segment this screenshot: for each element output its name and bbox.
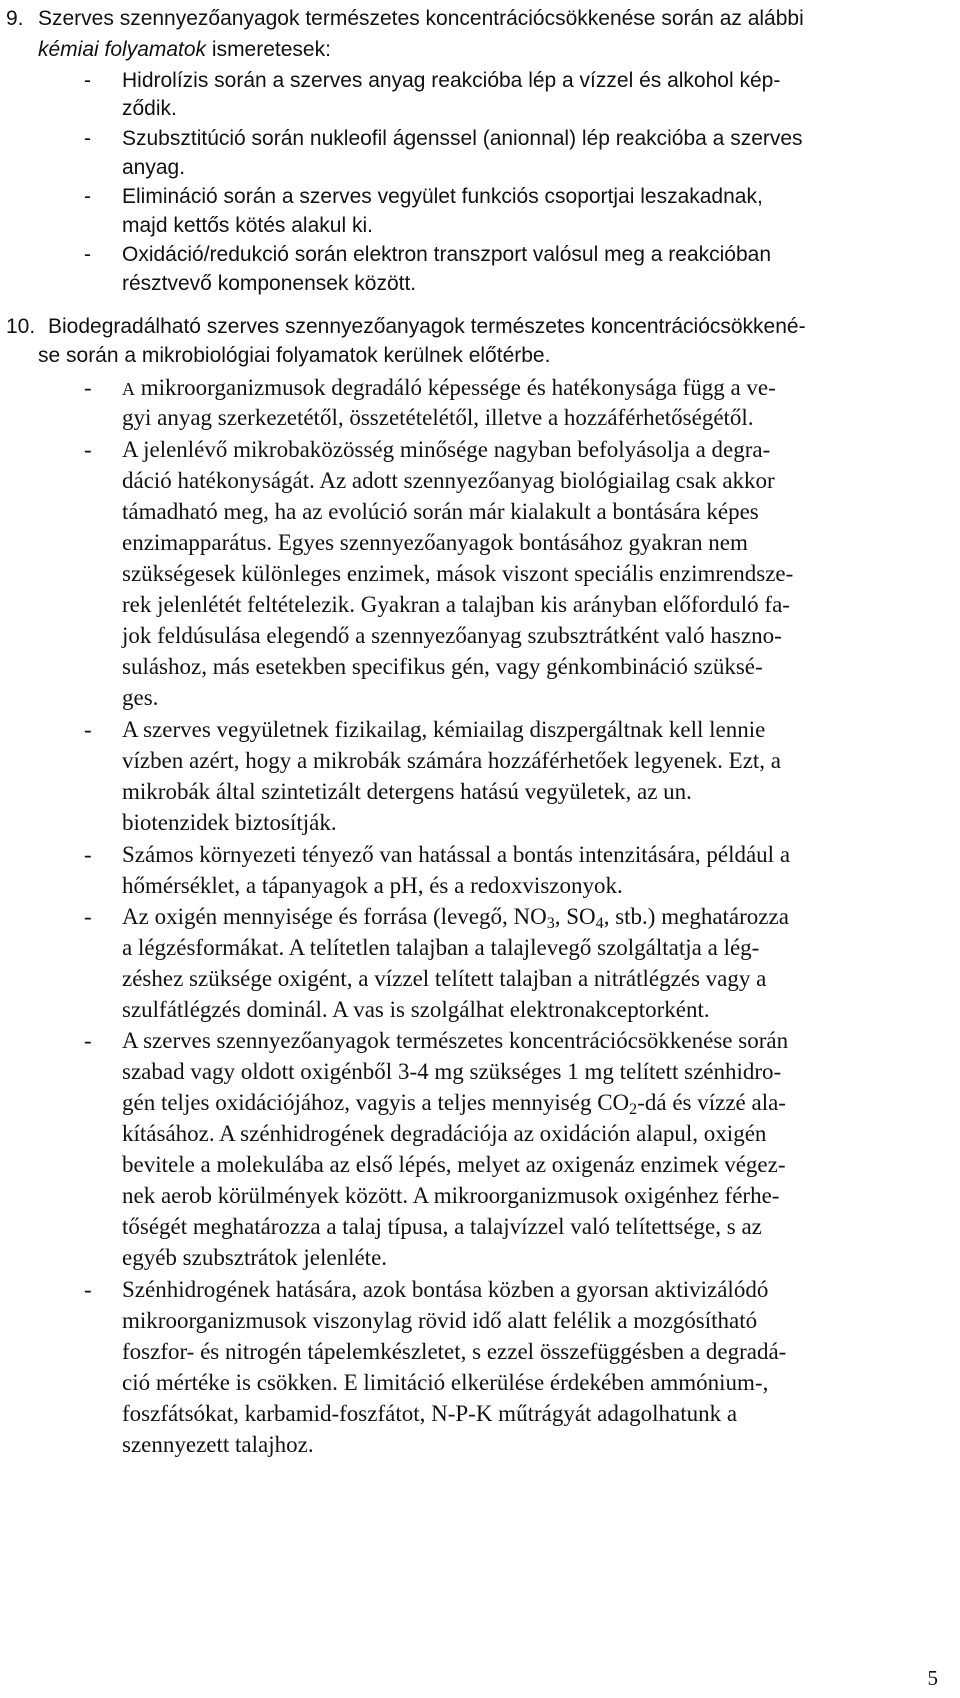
item-oxigen-line: zéshez szüksége oxigént, a vízzel telített talajban a nitrátlégzés vagy a bbox=[122, 966, 767, 991]
item-oxidacio-line: résztvevő komponensek között. bbox=[122, 272, 417, 295]
section-9-title-cont: kémiai folyamatok ismeretesek: bbox=[38, 38, 331, 61]
bullet-dash: - bbox=[84, 127, 91, 150]
item-limitacio-line: mikroorganizmusok viszonylag rövid idő alatt felélik a mozgósítható bbox=[122, 1308, 758, 1333]
item-szenhidrogen-line: egyéb szubsztrátok jelenléte. bbox=[122, 1245, 388, 1270]
item-limitacio-line: ció mértéke is csökken. E limitáció elkerülése érdekében ammónium-, bbox=[122, 1370, 769, 1395]
section-10-intro-line: Biodegradálható szerves szennyezőanyagok természetes koncentrációcsökkené- bbox=[48, 315, 806, 338]
item-hidrolizis-line: ződik. bbox=[122, 97, 177, 120]
item-szenhidrogen-line: kításához. A szénhidrogének degradációja az oxidáción alapul, oxigén bbox=[122, 1121, 767, 1146]
item-mikrobakozosseg-line: szükségesek különleges enzimek, mások viszont speciális enzimrendsze- bbox=[122, 561, 794, 586]
bullet-dash: - bbox=[84, 1277, 92, 1302]
item-limitacio-line: Szénhidrogének hatására, azok bontása közben a gyorsan aktivizálódó bbox=[122, 1277, 769, 1302]
item-szenhidrogen-line: szabad vagy oldott oxigénből 3-4 mg szükséges 1 mg telített szénhidro- bbox=[122, 1059, 782, 1084]
item-limitacio-line: szennyezett talajhoz. bbox=[122, 1432, 314, 1457]
section-9-title: Szerves szennyezőanyagok természetes koncentrációcsökkenése során az alábbi bbox=[38, 7, 804, 30]
bullet-dash: - bbox=[84, 842, 92, 867]
item-mikrobakozosseg-line: ges. bbox=[122, 685, 159, 710]
item-mikrobakozosseg-line: rek jelenlétét feltételezik. Gyakran a talajban kis arányban előforduló fa- bbox=[122, 592, 790, 617]
bullet-dash: - bbox=[84, 69, 91, 92]
item-szubsztitucio-line: anyag. bbox=[122, 156, 186, 179]
item-oxigen-line: Az oxigén mennyisége és forrása (levegő, $NO_3$, $SO_4$, stb.) meghatározza bbox=[122, 904, 789, 933]
item-szenhidrogen-line: A szerves szennyezőanyagok természetes koncentrációcsökkenése során bbox=[122, 1028, 789, 1053]
item-mikrobakozosseg-line: enzimapparátus. Egyes szennyezőanyagok bontásához gyakran nem bbox=[122, 530, 748, 555]
page-number: 5 bbox=[927, 1666, 938, 1690]
item-diszpergalt-line: biotenzidek biztosítják. bbox=[122, 810, 337, 835]
item-szenhidrogen-line: tőségét meghatározza a talaj típusa, a talajvízzel való telítettsége, s az bbox=[122, 1214, 762, 1239]
item-degradalo-line: gyi anyag szerkezetétől, összetételétől, illetve a hozzáférhetőségétől. bbox=[122, 405, 754, 430]
bullet-dash: - bbox=[84, 717, 92, 742]
item-mikrobakozosseg-line: támadható meg, ha az evolúció során már kialakult a bontására képes bbox=[122, 499, 759, 524]
item-limitacio-line: foszfor- és nitrogén tápelemkészletet, s ezzel összefüggésben a degradá- bbox=[122, 1339, 787, 1364]
item-mikrobakozosseg-line: jok feldúsulása elegendő a szennyezőanyag szubsztrátként való haszno- bbox=[122, 623, 782, 648]
bullet-dash: - bbox=[84, 243, 91, 266]
item-szenhidrogen-line: gén teljes oxidációjához, vagyis a teljes mennyiség $CO_2-dá$ és vízzé ala- bbox=[122, 1090, 786, 1119]
item-mikrobakozosseg-line: suláshoz, más esetekben specifikus gén, vagy génkombináció szüksé- bbox=[122, 654, 763, 679]
section-10-intro-line: se során a mikrobiológiai folyamatok kerülnek előtérbe. bbox=[38, 344, 551, 367]
item-oxigen-line: a légzésformákat. A telítetlen talajban a talajlevegő szolgáltatja a lég- bbox=[122, 935, 760, 960]
bullet-dash: - bbox=[84, 437, 92, 462]
item-mikrobakozosseg-line: dáció hatékonyságát. Az adott szennyezőanyag biológiailag csak akkor bbox=[122, 468, 775, 493]
item-diszpergalt-line: vízben azért, hogy a mikrobák számára hozzáférhetőek legyenek. Ezt, a bbox=[122, 748, 782, 773]
bullet-dash: - bbox=[84, 904, 92, 929]
item-szubsztitucio-line: Szubsztitúció során nukleofil ágenssel (anionnal) lép reakcióba a szerves bbox=[122, 127, 803, 150]
item-degradalo-line: A mikroorganizmusok degradáló képessége és hatékonysága függ a ve- bbox=[122, 375, 776, 400]
item-diszpergalt-line: A szerves vegyületnek fizikailag, kémiailag diszpergáltnak kell lennie bbox=[122, 717, 766, 742]
item-szenhidrogen-line: bevitele a molekulába az első lépés, melyet az oxigenáz enzimek végez- bbox=[122, 1152, 786, 1177]
item-hidrolizis-line: Hidrolízis során a szerves anyag reakcióba lép a vízzel és alkohol kép- bbox=[122, 69, 781, 92]
bullet-dash: - bbox=[84, 185, 91, 208]
section-9-number: 9. bbox=[6, 7, 24, 30]
bullet-dash: - bbox=[84, 375, 92, 400]
bullet-dash: - bbox=[84, 1028, 92, 1053]
item-mikrobakozosseg-line: A jelenlévő mikrobaközösség minősége nagyban befolyásolja a degra- bbox=[122, 437, 771, 462]
item-eliminacio-line: Elimináció során a szerves vegyület funkciós csoportjai leszakadnak, bbox=[122, 185, 763, 208]
item-eliminacio-line: majd kettős kötés alakul ki. bbox=[122, 214, 373, 237]
item-oxidacio-line: Oxidáció/redukció során elektron transzport valósul meg a reakcióban bbox=[122, 243, 772, 266]
item-szenhidrogen-line: nek aerob körülmények között. A mikroorganizmusok oxigénhez férhe- bbox=[122, 1183, 780, 1208]
item-limitacio-line: foszfátsókat, karbamid-foszfátot, N-P-K műtrágyát adagolhatunk a bbox=[122, 1401, 738, 1426]
item-kornyezeti-line: Számos környezeti tényező van hatással a bontás intenzitására, például a bbox=[122, 842, 791, 867]
item-diszpergalt-line: mikrobák által szintetizált detergens hatású vegyületek, az un. bbox=[122, 779, 692, 804]
item-kornyezeti-line: hőmérséklet, a tápanyagok a pH, és a redoxviszonyok. bbox=[122, 873, 623, 898]
section-10-number: 10. bbox=[6, 315, 36, 338]
item-oxigen-line: szulfátlégzés dominál. A vas is szolgálhat elektronakceptorként. bbox=[122, 997, 710, 1022]
